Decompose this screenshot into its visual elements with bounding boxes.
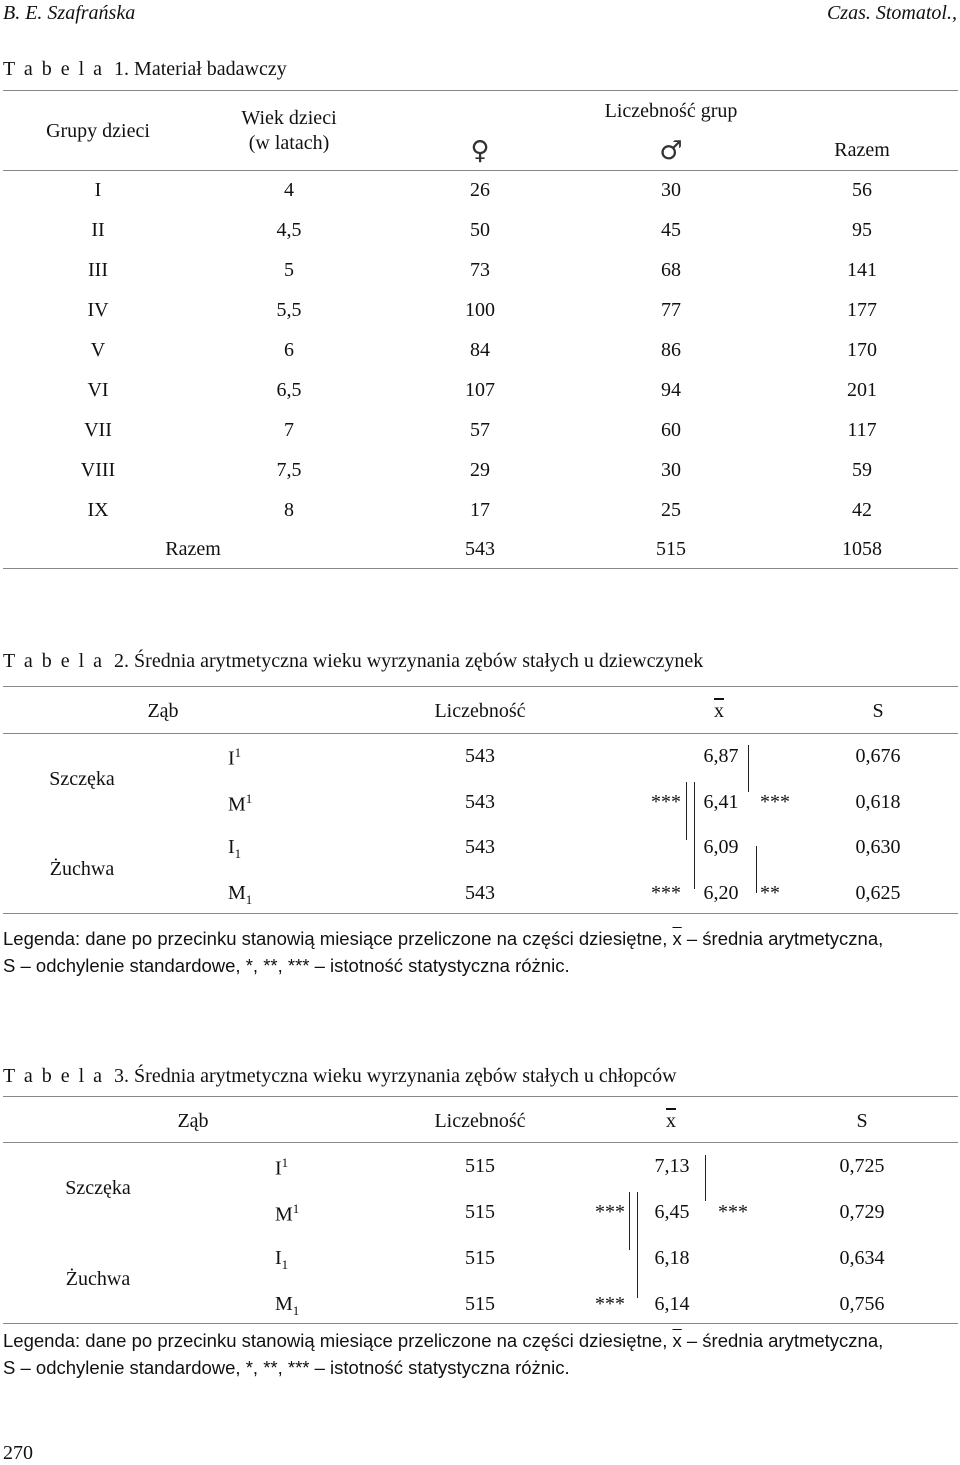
table1-cell-group: V: [90, 339, 106, 361]
tooth-index: 1: [281, 1155, 289, 1170]
tooth-letter: I: [228, 836, 235, 858]
table1-cell-female: 57: [470, 419, 490, 441]
table3-group-upper: Szczęka: [65, 1177, 131, 1199]
table1-header-age-line1: Wiek dzieci: [241, 107, 337, 129]
table1-cell-age: 7,5: [276, 459, 302, 481]
table1-header-age-line2: (w latach): [248, 132, 330, 154]
table1-cell-group: II: [91, 219, 105, 241]
tooth-label: [228, 882, 252, 908]
table1-cell-total: 170: [847, 339, 877, 361]
female-symbol-icon: ♀: [470, 136, 490, 166]
significance-right: ***: [760, 790, 790, 813]
significance-right: ***: [718, 1201, 748, 1223]
table1-total-label: Razem: [165, 538, 221, 560]
table3-caption: T a b e l a 3. Średnia arytmetyczna wieku wyrzynania zębów stałych u chłopców: [3, 1065, 677, 1087]
table3-legend-line2: S – odchylenie standardowe, *, **, *** – istotność statystyczna różnic.: [3, 1357, 570, 1378]
table1-cell-group: III: [88, 259, 108, 281]
tooth-index: 1: [234, 846, 242, 861]
table2-group-upper: Szczęka: [49, 768, 115, 790]
sd-cell: 0,634: [839, 1247, 885, 1269]
tooth-label: [275, 1293, 299, 1319]
significance-right: **: [760, 881, 780, 904]
table1-cell-male: 45: [661, 219, 681, 241]
table2-header-sd: S: [872, 700, 884, 722]
sd-cell: 0,618: [855, 790, 901, 813]
table3-bottom-rule: [3, 1323, 958, 1324]
significance-bracket: [694, 782, 695, 889]
table1-cell-male: 30: [661, 459, 681, 481]
table2-number: 2: [114, 650, 125, 672]
significance-left: ***: [651, 881, 681, 904]
table1-cell-female: 84: [470, 339, 490, 361]
table2-legend-line1: Legenda: dane po przecinku stanowią miesiące przeliczone na części dziesiętne, $\overline{x}$ – średnia arytmetyczna,: [3, 928, 884, 949]
tooth-label: [275, 1155, 288, 1181]
table1-cell-age: 6: [284, 339, 294, 361]
tooth-index: 1: [234, 745, 242, 760]
significance-bracket: [629, 1192, 630, 1250]
table2-group-lower: Żuchwa: [49, 858, 115, 880]
table1-cell-female: 73: [470, 259, 490, 281]
tooth-letter: M: [275, 1293, 293, 1315]
table1-cell-male: 77: [661, 299, 681, 321]
tooth-letter: I: [275, 1157, 282, 1180]
table1-cell-total: 42: [852, 499, 872, 521]
running-header-journal: Czas. Stomatol.,: [826, 2, 957, 24]
table1-cell-age: 7: [284, 419, 294, 441]
running-header-author: B. E. Szafrańska: [3, 2, 136, 24]
count-cell: 543: [465, 745, 495, 767]
mean-cell: 6,09: [703, 836, 739, 858]
table1-top-rule: [3, 90, 958, 91]
table1-cell-age: 4,5: [276, 219, 302, 241]
significance-bracket: [705, 1155, 706, 1201]
table1-cell-total: 56: [852, 179, 872, 201]
table2-header-tooth: Ząb: [147, 700, 179, 722]
significance-bracket: [637, 1192, 638, 1298]
table1-cell-group: IV: [87, 299, 109, 321]
count-cell: 543: [465, 790, 495, 813]
table1-header-rule: [3, 170, 958, 171]
table1-cell-male: 60: [661, 419, 681, 441]
table1-bottom-rule: [3, 568, 958, 569]
mean-cell: 6,45: [654, 1201, 690, 1223]
table3-top-rule: [3, 1096, 958, 1097]
tooth-label: [228, 836, 241, 862]
table1-cell-male: 30: [661, 179, 681, 201]
table3-header-count: Liczebność: [434, 1110, 526, 1132]
table1-label: T a b e l a: [3, 58, 105, 80]
significance-bracket: [748, 745, 749, 792]
table1-cell-female: 29: [470, 459, 490, 481]
table1-cell-group: VI: [87, 379, 109, 401]
table1-total-female: 543: [465, 538, 495, 560]
significance-left: ***: [595, 1293, 625, 1315]
table3-legend-line1: Legenda: dane po przecinku stanowią miesiące przeliczone na części dziesiętne, $\overline{x}$ – średnia arytmetyczna,: [3, 1330, 884, 1351]
tooth-index: 1: [245, 790, 253, 806]
tooth-letter: I: [275, 1247, 282, 1269]
table3-number: 3: [114, 1065, 125, 1087]
table1-title: Materiał badawczy: [134, 58, 287, 80]
mean-cell: 6,87: [703, 745, 739, 767]
table1-cell-female: 100: [465, 299, 495, 321]
significance-left: ***: [651, 790, 681, 813]
tooth-label: [228, 791, 252, 817]
table2-legend-line2: S – odchylenie standardowe, *, **, *** – istotność statystyczna różnic.: [3, 955, 570, 976]
male-symbol-icon: ♂: [659, 136, 683, 166]
table2-bottom-rule: [3, 913, 958, 914]
sd-cell: 0,625: [855, 881, 901, 904]
table1-total-male: 515: [656, 538, 686, 560]
table1-cell-female: 107: [465, 379, 495, 401]
count-cell: 515: [465, 1155, 495, 1177]
table1-cell-total: 95: [852, 219, 872, 241]
significance-left: ***: [595, 1201, 625, 1223]
table1-cell-total: 177: [847, 299, 877, 321]
sd-cell: 0,676: [855, 745, 901, 767]
table3-header-sd: S: [856, 1110, 868, 1132]
table1-cell-group: IX: [87, 499, 109, 521]
table1-cell-female: 17: [470, 499, 490, 521]
count-cell: 543: [465, 836, 495, 858]
table1-cell-male: 94: [661, 379, 681, 401]
count-cell: 515: [465, 1247, 495, 1269]
table1-number: 1: [114, 58, 125, 80]
table1-header-counts: Liczebność grup: [604, 100, 738, 122]
mean-cell: 6,41: [703, 790, 739, 813]
table1-cell-group: VIII: [80, 459, 116, 481]
count-cell: 515: [465, 1201, 495, 1223]
table1-cell-age: 4: [284, 179, 294, 201]
table1-cell-male: 25: [661, 499, 681, 521]
sd-cell: 0,725: [839, 1155, 885, 1177]
table3-header-mean: $\overline{x}$: [666, 1110, 676, 1132]
tooth-label: [228, 745, 241, 771]
table1-cell-age: 5,5: [276, 299, 302, 321]
table1-cell-female: 50: [470, 219, 490, 241]
tooth-index: 1: [281, 1257, 289, 1272]
table1-total-all: 1058: [842, 538, 882, 560]
table2-top-rule: [3, 686, 958, 687]
count-cell: 515: [465, 1293, 495, 1315]
significance-bracket: [686, 782, 687, 840]
sd-cell: 0,756: [839, 1293, 885, 1315]
tooth-label: [275, 1201, 299, 1227]
table1-cell-male: 86: [661, 339, 681, 361]
table1-header-groups: Grupy dzieci: [46, 120, 150, 142]
significance-bracket: [756, 846, 757, 893]
table1-cell-total: 141: [847, 259, 877, 281]
tooth-letter: I: [228, 747, 235, 770]
table1-cell-total: 59: [852, 459, 872, 481]
mean-cell: 6,14: [654, 1293, 690, 1315]
mean-symbol: $\overline{x}$: [672, 1330, 682, 1351]
tooth-index: 1: [292, 1201, 300, 1216]
sd-cell: 0,630: [855, 836, 901, 858]
tooth-letter: M: [275, 1203, 293, 1226]
tooth-label: [275, 1247, 288, 1273]
table2-label: T a b e l a: [3, 650, 105, 672]
mean-cell: 7,13: [654, 1155, 690, 1177]
table1-cell-age: 5: [284, 259, 294, 281]
table1-cell-group: VII: [84, 419, 112, 441]
table2-header-mean: $\overline{x}$: [714, 700, 724, 722]
table1-header-total: Razem: [834, 139, 890, 161]
table1-cell-age: 8: [284, 499, 294, 521]
table2-title: Średnia arytmetyczna wieku wyrzynania zębów stałych u dziewczynek: [134, 650, 704, 672]
mean-cell: 6,18: [654, 1247, 690, 1269]
mean-symbol: $\overline{x}$: [672, 928, 682, 949]
table2-header-count: Liczebność: [434, 700, 526, 722]
table1-cell-age: 6,5: [276, 379, 302, 401]
table1-cell-total: 117: [847, 419, 877, 441]
tooth-index: 1: [245, 891, 253, 907]
table1-cell-female: 26: [470, 179, 490, 201]
count-cell: 543: [465, 881, 495, 904]
sd-cell: 0,729: [839, 1201, 885, 1223]
mean-cell: 6,20: [703, 881, 739, 904]
table1-caption: T a b e l a 1. Materiał badawczy: [3, 58, 287, 80]
tooth-letter: M: [228, 793, 246, 816]
table3-header-rule: [3, 1142, 958, 1143]
tooth-index: 1: [292, 1303, 300, 1318]
tooth-letter: M: [228, 881, 246, 904]
table3-group-lower: Żuchwa: [65, 1268, 131, 1290]
table1-cell-total: 201: [847, 379, 877, 401]
table3-title: Średnia arytmetyczna wieku wyrzynania zębów stałych u chłopców: [134, 1065, 677, 1087]
page-number: 270: [3, 1442, 33, 1464]
table1-cell-male: 68: [661, 259, 681, 281]
table3-label: T a b e l a: [3, 1065, 105, 1087]
table2-caption: T a b e l a 2. Średnia arytmetyczna wieku wyrzynania zębów stałych u dziewczynek: [3, 650, 704, 672]
table1-cell-group: I: [94, 179, 102, 201]
table2-header-rule: [3, 733, 958, 734]
table3-header-tooth: Ząb: [177, 1110, 209, 1132]
